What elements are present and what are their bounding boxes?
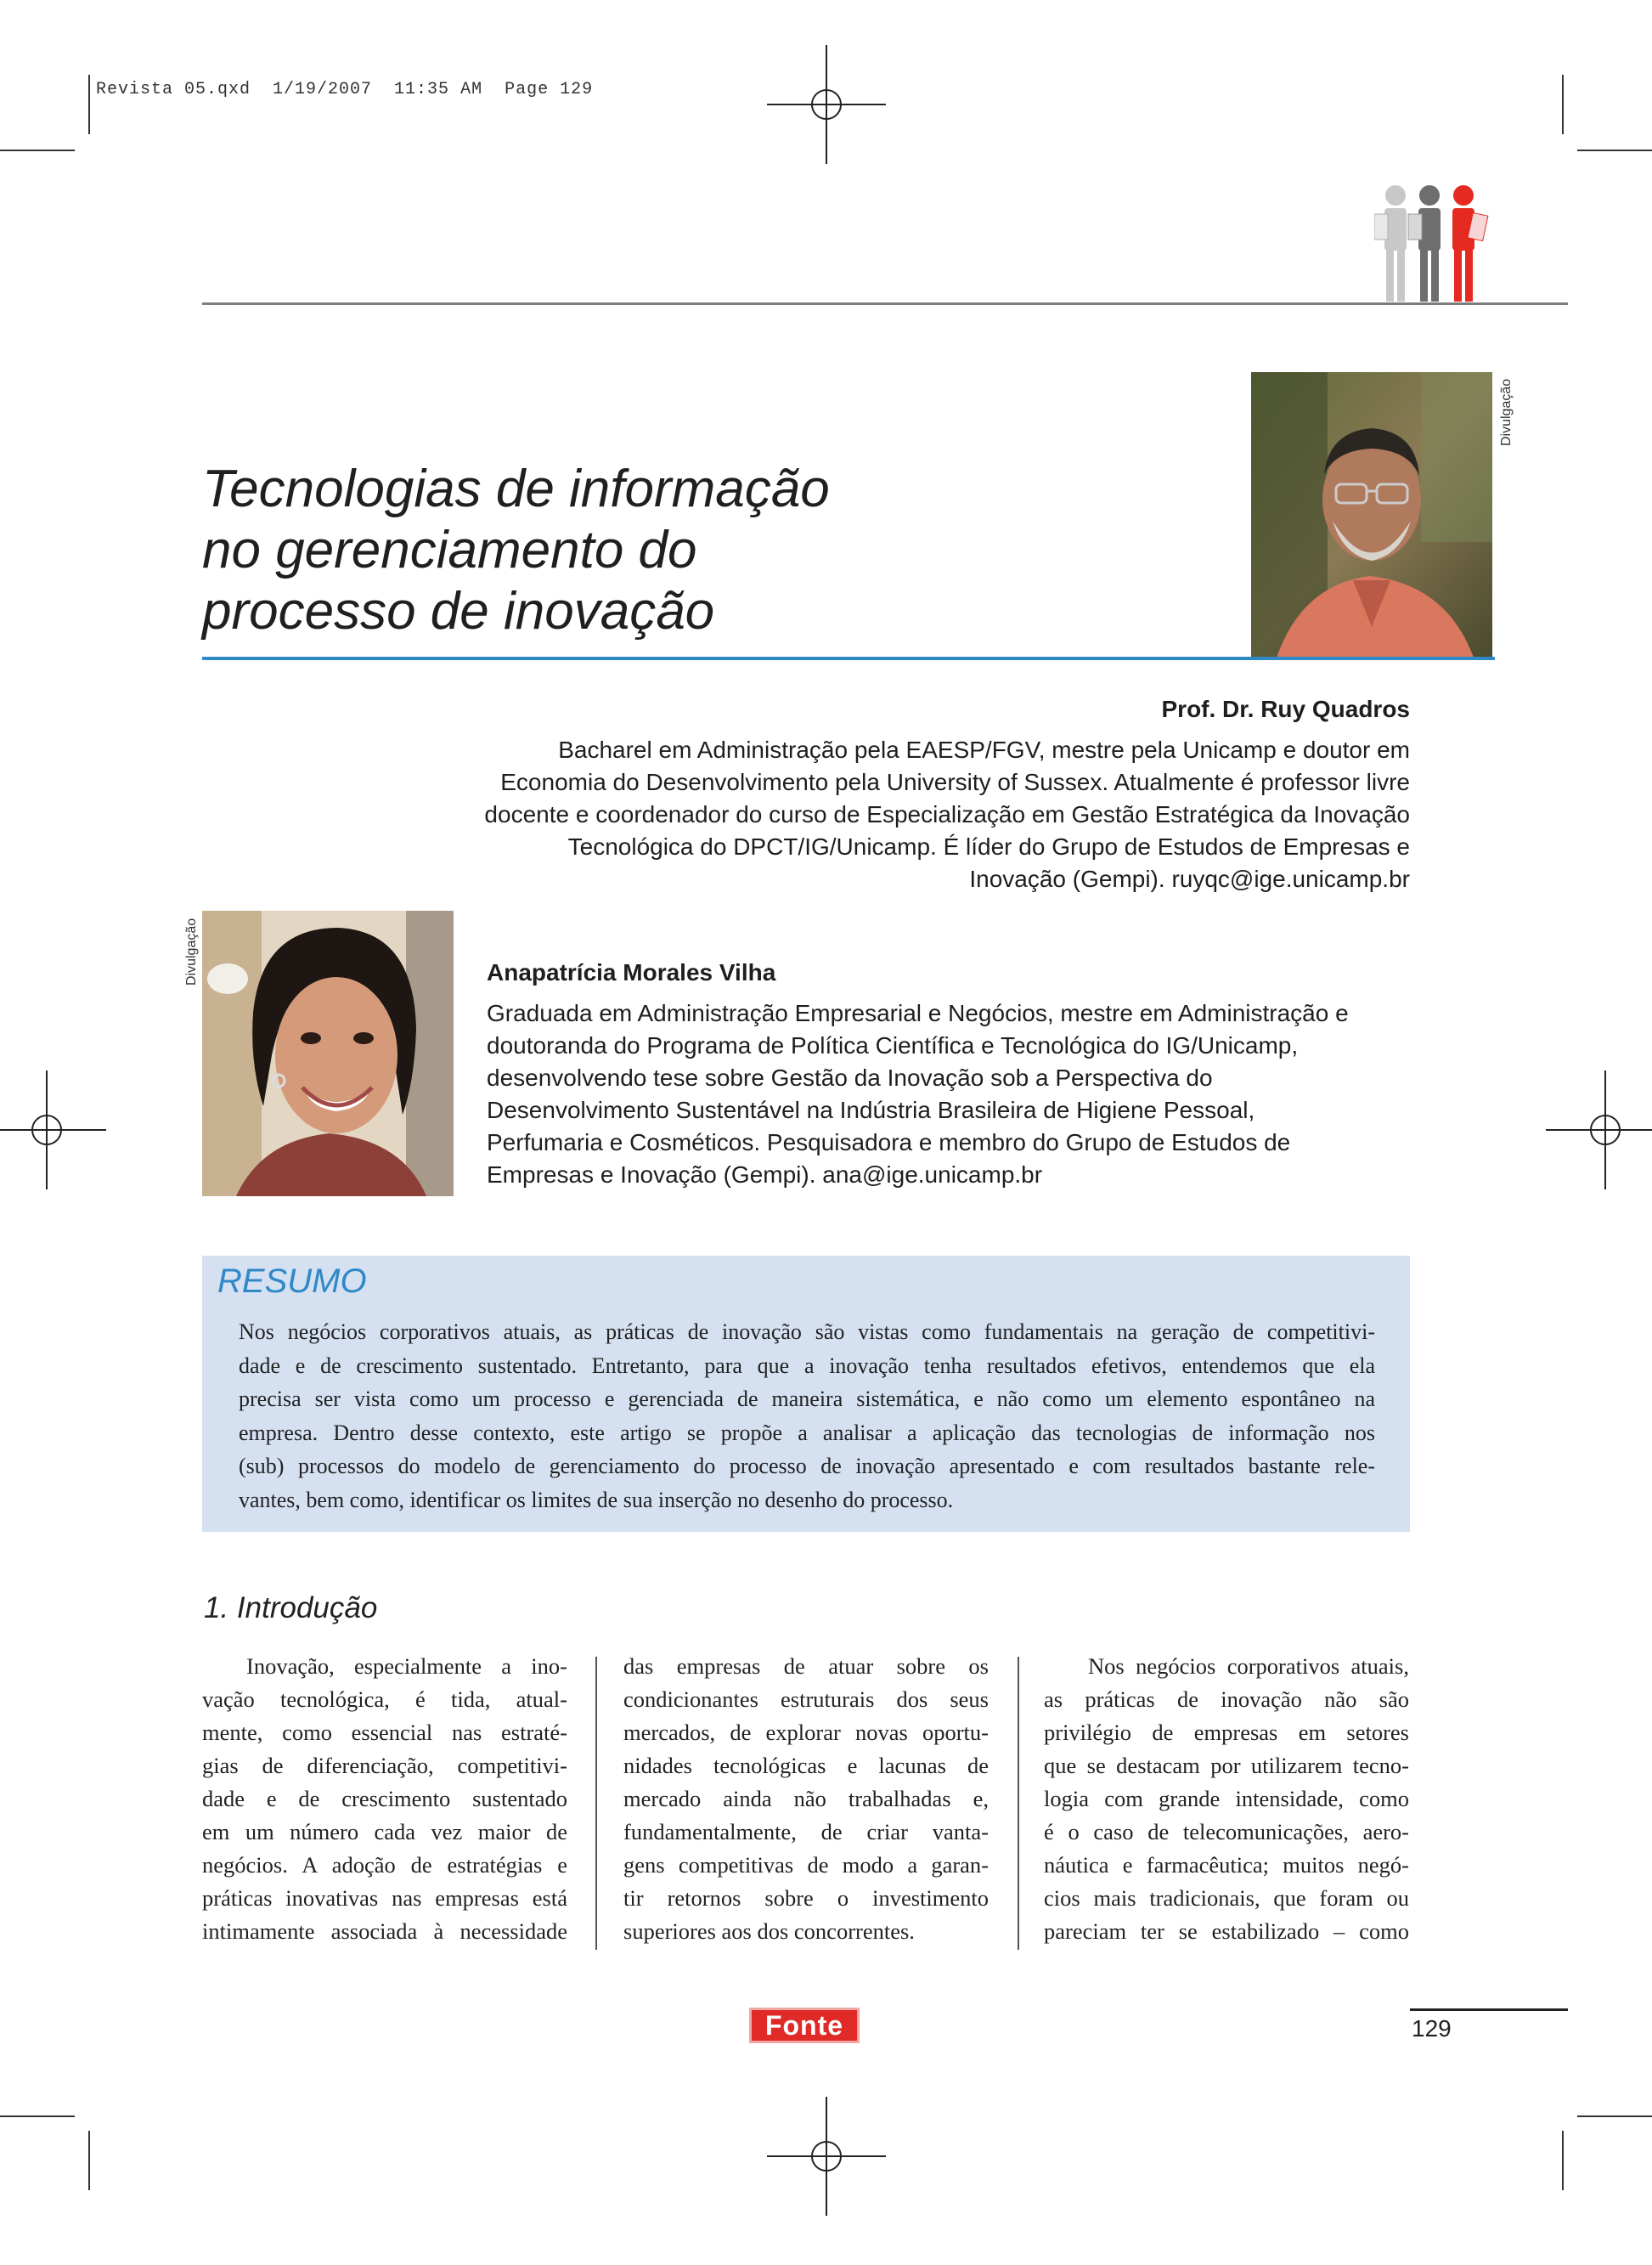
crop-mark (1562, 75, 1564, 134)
crop-mark (1577, 150, 1652, 151)
abstract-line: dade e de crescimento sustentado. Entretanto, para que a inovação tenha resultados efetivos, entendemos que ela (239, 1353, 1375, 1378)
body-line: fundamentalmente, de criar vanta- (623, 1819, 989, 1844)
column-divider (1018, 1657, 1019, 1950)
author-bio-2 (487, 957, 1472, 1191)
body-line: náutica e farmacêutica; muitos negó- (1044, 1852, 1409, 1878)
body-line: em um número cada vez maior de (202, 1819, 567, 1844)
title-line: Tecnologias de informação (202, 460, 830, 518)
body-line: gens competitivas de modo a garan- (623, 1852, 989, 1878)
bio-line: Perfumaria e Cosméticos. Pesquisadora e membro do Grupo de Estudos de (487, 1129, 1291, 1155)
body-line: gias de diferenciação, competitivi- (202, 1753, 567, 1778)
crop-mark (0, 150, 75, 151)
crop-mark (88, 2131, 90, 2190)
registration-mark (1546, 1070, 1652, 1189)
crop-mark (0, 2115, 75, 2117)
body-line: mercado ainda não trabalhadas e, (623, 1786, 989, 1811)
body-line: pareciam ter se estabilizado – como (1044, 1918, 1409, 1944)
registration-mark (767, 45, 886, 164)
body-line: logia com grande intensidade, como (1044, 1786, 1409, 1811)
section-heading: 1. Introdução (204, 1591, 378, 1624)
body-line: privilégio de empresas em setores (1044, 1720, 1409, 1745)
body-line: tir retornos sobre o investimento (623, 1885, 989, 1911)
body-line: cios mais tradicionais, que foram ou (1044, 1885, 1409, 1911)
print-slug: Revista 05.qxd 1/19/2007 11:35 AM Page 129 (96, 80, 594, 99)
title-rule (202, 657, 1495, 660)
bio-line: Tecnológica do DPCT/IG/Unicamp. É líder do Grupo de Estudos de Empresas e (567, 833, 1410, 860)
bio-line: Desenvolvimento Sustentável na Indústria Brasileira de Higiene Pessoal, (487, 1097, 1255, 1123)
body-line: dade e de crescimento sustentado (202, 1786, 567, 1811)
author-photo-anapatricia (202, 911, 454, 1196)
page-number-rule (1410, 2008, 1568, 2011)
author-photo-ruy (1251, 372, 1492, 658)
bio-line: doutoranda do Programa de Política Científica e Tecnológica do IG/Unicamp, (487, 1032, 1299, 1059)
fonte-logo: Fonte (749, 2008, 860, 2043)
body-column-2 (623, 1650, 989, 1948)
photo-credit: Divulgação (184, 918, 199, 986)
body-line: nidades tecnológicas e lacunas de (623, 1753, 989, 1778)
registration-mark (0, 1070, 106, 1189)
abstract-line: empresa. Dentro desse contexto, este artigo se propõe a analisar a aplicação das tecnologias de informação nos (239, 1420, 1375, 1445)
bio-line: Bacharel em Administração pela EAESP/FGV, mestre pela Unicamp e doutor em (558, 737, 1410, 763)
body-line: vação tecnológica, é tida, atual- (202, 1686, 567, 1712)
photo-credit: Divulgação (1499, 378, 1514, 446)
title-line: no gerenciamento do (202, 521, 697, 579)
bio-line: Empresas e Inovação (Gempi). ana@ige.unicamp.br (487, 1161, 1043, 1188)
page-number: 129 (1412, 2015, 1452, 2042)
crop-mark (1577, 2115, 1652, 2117)
body-line: que se destacam por utilizarem tecno- (1044, 1753, 1409, 1778)
body-line: intimamente associada à necessidade (202, 1918, 567, 1944)
body-line: Inovação, especialmente a ino- (246, 1653, 567, 1679)
body-line: condicionantes estruturais dos seus (623, 1686, 989, 1712)
bio-line: Economia do Desenvolvimento pela University of Sussex. Atualmente é professor livre (500, 769, 1410, 795)
body-line: Nos negócios corporativos atuais, (1088, 1653, 1409, 1679)
body-line: mente, como essencial nas estraté- (202, 1720, 567, 1745)
people-logo (1374, 180, 1502, 303)
abstract-line: precisa ser vista como um processo e gerenciada de maneira sistemática, e não como um elemento espontâneo na (239, 1387, 1375, 1411)
abstract-line: (sub) processos do modelo de gerenciamento do processo de inovação apresentado e com resultados bastante rele- (239, 1454, 1375, 1478)
author-description (487, 997, 1472, 1191)
author-bio-1 (289, 693, 1410, 895)
author-name: Anapatrícia Morales Vilha (487, 959, 776, 986)
body-line: práticas inovativas nas empresas está (202, 1885, 567, 1911)
abstract-line: vantes, bem como, identificar os limites de sua inserção no desenho do processo. (239, 1487, 954, 1512)
bio-line: docente e coordenador do curso de Especialização em Gestão Estratégica da Inovação (484, 801, 1410, 827)
abstract-heading: RESUMO (217, 1262, 367, 1300)
body-line: das empresas de atuar sobre os (623, 1653, 989, 1679)
body-column-1 (202, 1650, 567, 1948)
body-line: superiores aos dos concorrentes. (623, 1918, 915, 1944)
abstract-box (202, 1256, 1410, 1532)
column-divider (595, 1657, 597, 1950)
author-description (289, 734, 1410, 895)
bio-line: desenvolvendo tese sobre Gestão da Inovação sob a Perspectiva do (487, 1065, 1213, 1091)
body-column-3 (1044, 1650, 1409, 1948)
body-line: negócios. A adoção de estratégias e (202, 1852, 567, 1878)
header-rule (202, 302, 1568, 305)
crop-mark (1562, 2131, 1564, 2190)
body-line: é o caso de telecomunicações, aero- (1044, 1819, 1409, 1844)
body-line: as práticas de inovação não são (1044, 1686, 1409, 1712)
body-line: mercados, de explorar novas oportu- (623, 1720, 989, 1745)
abstract-text (239, 1315, 1375, 1517)
bio-line: Graduada em Administração Empresarial e Negócios, mestre em Administração e (487, 1000, 1349, 1026)
registration-mark (767, 2097, 886, 2216)
bio-line: Inovação (Gempi). ruyqc@ige.unicamp.br (969, 866, 1410, 892)
title-line: processo de inovação (202, 582, 715, 641)
abstract-line: Nos negócios corporativos atuais, as práticas de inovação são vistas como fundamentais na geração de competitivi- (239, 1319, 1375, 1344)
article-title (202, 459, 1187, 642)
crop-mark (88, 75, 90, 134)
author-name: Prof. Dr. Ruy Quadros (1161, 696, 1410, 722)
